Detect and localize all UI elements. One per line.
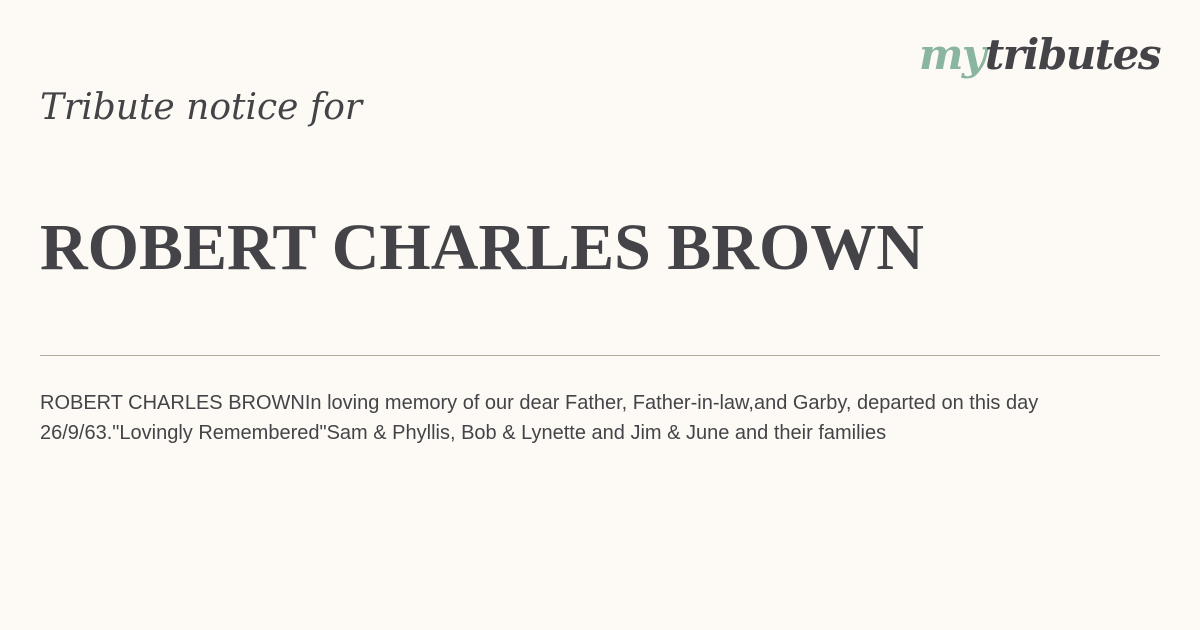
deceased-name: ROBERT CHARLES BROWN [40, 211, 924, 284]
logo-tributes-text: tributes [984, 30, 1160, 79]
logo-my-text: my [918, 30, 985, 79]
divider [40, 355, 1160, 356]
tribute-notice-text: ROBERT CHARLES BROWNIn loving memory of our dear Father, Father-in-law,and Garby, departed on this day 26/9/63."Lovingly Remembered"Sam & Phyllis, Bob & Lynette and Jim & June and their families [40, 392, 1039, 444]
tribute-notice-heading: Tribute notice for [40, 87, 363, 128]
mytributes-logo[interactable] [919, 30, 1160, 80]
